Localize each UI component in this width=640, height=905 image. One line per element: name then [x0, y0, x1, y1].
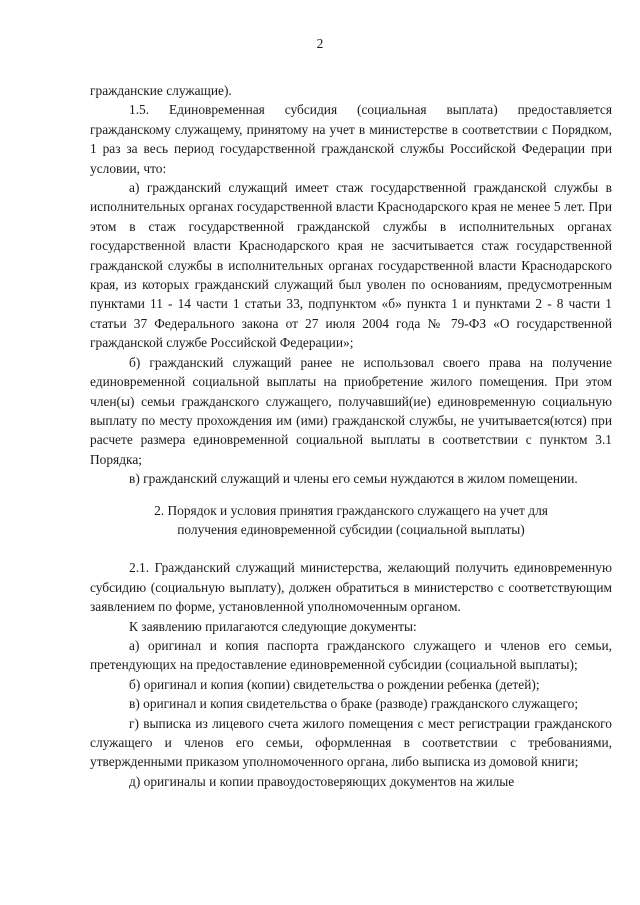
paragraph-doc-b: б) оригинал и копия (копии) свидетельства о рождении ребенка (детей); — [129, 676, 540, 692]
paragraph-doc-a: а) оригинал и копия паспорта гражданского служащего и членов его семьи, претендующих на предоставление единовременной субсидии (социальной выплаты); — [90, 637, 612, 673]
paragraph-2-1: 2.1. Гражданский служащий министерства, желающий получить единовременную субсидию (социальную выплату), должен обратиться в министерство с соответствующим заявлением по форме, установленной уполномоченным органом. — [90, 560, 612, 615]
paragraph-documents-intro: К заявлению прилагаются следующие документы: — [129, 618, 417, 634]
document-body — [90, 81, 612, 791]
section-heading — [90, 501, 612, 540]
section-heading-line-1: 2. Порядок и условия принятия гражданского служащего на учет для — [154, 502, 548, 518]
paragraph-doc-g: г) выписка из лицевого счета жилого помещения с мест регистрации гражданского служащего и членов его семьи, оформленная в соответствии с требованиями, утвержденными приказом уполномоченного органа, либо выписка из домовой книги; — [90, 715, 612, 770]
paragraph-doc-v: в) оригинал и копия свидетельства о браке (разводе) гражданского служащего; — [129, 696, 579, 712]
paragraph-item-a: а) гражданский служащий имеет стаж государственной гражданской службы в исполнительных органах государственной власти Краснодарского края не менее 5 лет. При этом в стаж государственной гражданской службы в исполнительных органах государственной власти Краснодарского края не засчитывается стаж государственной гражданской службы в исполнительных органах государственной власти Краснодарского края, из которых гражданский служащий был уволен по основаниям, предусмотренным пунктами 11 - 14 части 1 статьи 33, подпунктом «б» пункта 1 и пунктами 2 - 8 части 1 статьи 37 Федерального закона от 27 июля 2004 года № 79-ФЗ «О государственной гражданской службе Российской Федерации»; — [90, 180, 612, 351]
paragraph-item-b: б) гражданский служащий ранее не использовал своего права на получение единовременной социальной выплаты на приобретение жилого помещения. При этом член(ы) семьи гражданского служащего, получавший(ие) единовременную социальную выплату по месту прохождения им (ими) гражданской службы, не учитывается(ются) при расчете размера единовременной социальной выплаты в соответствии с пунктом 3.1 Порядка; — [90, 354, 612, 467]
paragraph-item-v: в) гражданский служащий и члены его семьи нуждаются в жилом помещении. — [129, 471, 578, 487]
section-heading-line-2: получения единовременной субсидии (социальной выплаты) — [177, 521, 525, 537]
paragraph-doc-d: д) оригиналы и копии правоудостоверяющих документов на жилые — [129, 773, 515, 789]
paragraph-continuation: гражданские служащие). — [90, 83, 232, 98]
paragraph-1-5: 1.5. Единовременная субсидия (социальная выплата) предоставляется гражданскому служащему, принятому на учет в министерстве в соответствии с Порядком, 1 раз за весь период государственной гражданской службы Российской Федерации при условии, что: — [90, 102, 612, 176]
page-number: 2 — [316, 36, 324, 51]
